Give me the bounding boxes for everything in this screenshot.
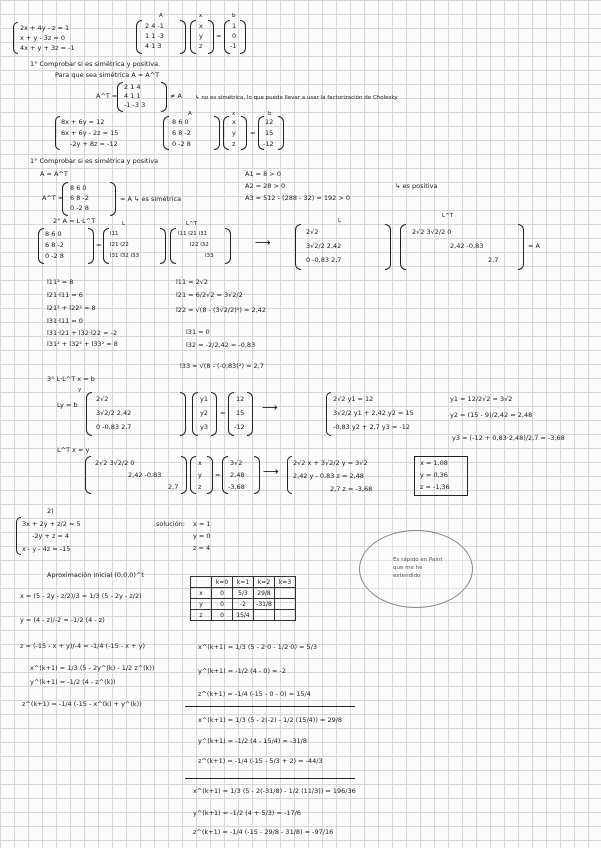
minor: A2 = 28 > 0 — [245, 182, 286, 190]
table-cell: 15/4 — [233, 610, 254, 621]
matrix-label: b — [268, 111, 272, 117]
paren — [181, 456, 187, 494]
matrix-row: l33 — [205, 253, 214, 259]
equation: l22 = √(8 - (3√2/2)²) = 2,42 — [176, 306, 266, 314]
not-equal: ≠ A — [170, 92, 182, 100]
paren — [85, 456, 91, 494]
matrix-label: x — [199, 13, 203, 19]
vector-entry: 3√2 — [230, 459, 243, 467]
iteration-step: y^(k+1) = -1/2 (4 - 15/4) = -31/8 — [198, 737, 307, 745]
equation: 8x + 6y = 12 — [61, 118, 105, 126]
paren — [207, 456, 213, 494]
equation: l21² + l22² = 8 — [47, 304, 96, 312]
equation: l31² + l32² + l33² = 8 — [47, 340, 118, 348]
bubble-text: Es rápido en Paint que me he extendido — [393, 557, 443, 579]
equation: l11² = 8 — [47, 278, 74, 286]
table-cell: k=3 — [275, 577, 296, 588]
paren — [38, 228, 44, 264]
matrix-row: l31 l32 l33 — [110, 253, 140, 259]
equation: 2x + 4y - z = 1 — [20, 24, 70, 32]
table-cell: x — [191, 588, 212, 599]
table-cell: 29/8 — [254, 588, 275, 599]
paren — [241, 116, 247, 150]
condition: Para que sea simétrica A = A^T — [55, 71, 160, 79]
matrix-row: 1 1 -3 — [145, 32, 164, 40]
matrix-row: l11 l21 l31 — [178, 231, 208, 237]
table-cell: y — [191, 599, 212, 610]
iteration-table — [190, 576, 296, 621]
table-cell: 5/3 — [233, 588, 254, 599]
equation: 2√2 y1 = 12 — [333, 395, 374, 403]
vector-entry: x — [232, 118, 236, 126]
vector-entry: y — [198, 471, 202, 479]
formula: z = (-15 - x + y)/-4 = -1/4 (-15 - x + y) — [20, 642, 145, 650]
iteration-step: z^(k+1) = -1/4 (-15 - 29/8 - 31/8) = -97/16 — [193, 828, 334, 836]
brace — [55, 116, 60, 150]
iteration-step: z^(k+1) = -1/4 (-15 - 0 - 0) = 15/4 — [198, 690, 311, 698]
equals: = — [250, 129, 256, 137]
table-cell: 0 — [212, 588, 233, 599]
matrix-label: b — [232, 13, 236, 19]
matrix-label: A^T = — [96, 92, 118, 100]
matrix-label: A — [188, 111, 192, 117]
symmetric-note: = A ↳ es simétrica — [120, 195, 182, 203]
final-value: x = 1,08 — [420, 459, 448, 467]
iteration-step: x^(k+1) = 1/3 (5 - 2(-31/8) - 1/2 (11/3)) = 196/36 — [193, 787, 356, 795]
matrix-row: 8 6 0 — [45, 230, 62, 238]
equation: -2y + z = 4 — [32, 532, 70, 540]
equation: x - y - 4z = -15 — [22, 545, 71, 553]
table-cell: -31/8 — [254, 599, 275, 610]
matrix-label: L — [122, 221, 126, 227]
table-cell: k=2 — [254, 577, 275, 588]
paren — [211, 392, 217, 436]
paren — [110, 182, 116, 216]
paren — [117, 82, 123, 112]
matrix-row: 8 6 0 — [172, 118, 189, 126]
matrix-label: A — [159, 13, 163, 19]
paren — [400, 224, 406, 270]
equation: x + y - 3z = 0 — [20, 34, 66, 42]
matrix-row: 2√2 3√2/2 0 — [412, 228, 452, 236]
matrix-row: -1 -3 3 — [124, 101, 146, 109]
vector-entry: -12 — [234, 423, 245, 431]
paren — [254, 456, 260, 494]
paren — [180, 20, 186, 54]
paren — [161, 82, 167, 112]
table-cell — [191, 577, 212, 588]
step-title: 1° Comprobar si es simétrica y positiva. — [30, 60, 161, 68]
formula: y = (4 - z)/-2 = -1/2 (4 - z) — [20, 616, 105, 624]
equation: -2y + 8z = -12 — [70, 140, 118, 148]
divider — [185, 706, 355, 707]
matrix-row: 2 4 -1 — [145, 22, 164, 30]
paren — [518, 224, 524, 270]
matrix-row: 0 -2 8 — [70, 204, 89, 212]
matrix-row: 3√2/2 2,42 — [96, 409, 132, 417]
problem-number: 2) — [47, 507, 54, 515]
vector-entry: -3,68 — [228, 483, 245, 491]
equation: l21 = 6/2√2 = 3√2/2 — [176, 291, 243, 299]
table-row — [191, 610, 296, 621]
matrix-row: 2√2 3√2/2 0 — [95, 459, 135, 467]
vector-entry: y3 — [200, 423, 208, 431]
solution: x = 1 — [193, 520, 211, 528]
solution: y3 = (-12 + 0,83·2,48)/2,7 = -3,68 — [452, 434, 565, 442]
table-cell: k=0 — [212, 577, 233, 588]
under-label: y — [78, 387, 82, 393]
iteration-step: y^(k+1) = -1/2 (4 - 0) = -2 — [198, 667, 287, 675]
paren — [192, 392, 198, 436]
paren — [247, 392, 253, 436]
vector-entry: 0 — [232, 32, 237, 40]
equation: 6x + 6y - 2z = 15 — [61, 129, 119, 137]
table-cell — [254, 610, 275, 621]
matrix-row: 8 6 0 — [70, 184, 87, 192]
matrix-row: 4 1 3 — [145, 42, 162, 50]
matrix-row: l22 l32 — [190, 242, 209, 248]
equation: 3x + 2y + z/2 = 5 — [22, 520, 81, 528]
equation: -0,83 y2 + 2,7 y3 = -12 — [333, 423, 411, 431]
vector-entry: 2,48 — [230, 471, 245, 479]
iteration-step: z^(k+1) = -1/4 (-15 - 5/3 + 2) = -44/3 — [198, 757, 323, 765]
table-row — [191, 588, 296, 599]
equals: = — [215, 471, 221, 479]
matrix-row: 0 -0,83 2,7 — [306, 256, 342, 264]
equals-a: = A — [528, 242, 540, 250]
table-cell — [275, 588, 296, 599]
brace — [287, 456, 292, 494]
matrix-row: 2 1 4 — [124, 83, 141, 91]
equation: l31 = 0 — [186, 328, 210, 336]
paren — [295, 224, 301, 270]
step-title: 2° A = L·L^T — [53, 217, 96, 225]
equation: 3√2/2 y1 + 2,42 y2 = 15 — [333, 409, 414, 417]
paren — [278, 116, 284, 150]
equation: l31·l11 = 0 — [47, 317, 83, 325]
paren — [86, 392, 92, 436]
minor: A3 = 512 - (288 - 32) = 192 > 0 — [245, 194, 350, 202]
vector-entry: 15 — [236, 409, 245, 417]
paren — [180, 392, 186, 436]
table-cell: -2 — [233, 599, 254, 610]
iteration-formula: x^(k+1) = 1/3 (5 - 2y^(k) - 1/2 z^(k)) — [30, 664, 155, 672]
equation: l21·l11 = 6 — [47, 291, 83, 299]
solution: y1 = 12/2√2 = 3√2 — [450, 395, 513, 403]
formula: x = (5 - 2y - z/2)/3 = 1/3 (5 - 2y - z/2) — [20, 592, 142, 600]
matrix-row: 2√2 — [306, 228, 319, 236]
paren — [240, 20, 246, 54]
vector-entry: -12 — [263, 140, 274, 148]
brace — [326, 392, 331, 436]
table-cell — [275, 599, 296, 610]
solution: y2 = (15 - 9)/2,42 = 2,48 — [450, 411, 533, 419]
ltx-eq: L^T x = y — [57, 446, 90, 454]
matrix-label: L^T — [442, 213, 454, 219]
step-title: 3° L·L^T x = b — [47, 375, 95, 383]
iteration-step: y^(k+1) = -1/2 (4 + 5/3) = -17/6 — [193, 809, 301, 817]
vector-entry: -1 — [230, 42, 237, 50]
vector-entry: y — [232, 129, 236, 137]
solution: z = 4 — [193, 544, 211, 552]
paren — [214, 116, 220, 150]
equals: = — [96, 241, 102, 249]
equation: l32 = -2/2,42 = -0,83 — [186, 341, 256, 349]
vector-entry: y2 — [200, 409, 208, 417]
equals: = — [216, 32, 222, 40]
brace — [16, 517, 21, 555]
vector-entry: 15 — [265, 129, 274, 137]
equation: 4x + y + 3z = -1 — [20, 44, 75, 52]
vector-entry: 12 — [236, 395, 245, 403]
table-cell — [275, 610, 296, 621]
equation: 2,42 y - 0,83 z = 2,48 — [293, 472, 364, 480]
matrix-row: l11 — [110, 231, 119, 237]
initial-approx: Aproximación inicial (0,0,0)^t — [47, 571, 144, 579]
matrix-row: 2,42 -0,83 — [128, 471, 162, 479]
matrix-row: 2,7 — [488, 256, 499, 264]
arrow-icon: ⟶ — [263, 465, 279, 478]
iteration-formula: y^(k+1) = -1/2 (4 - z^(k)) — [30, 678, 116, 686]
table-row — [191, 599, 296, 610]
vector-entry: x — [199, 22, 203, 30]
iteration-step: x^(k+1) = 1/3 (5 - 2(-2) - 1/2 (15/4)) = 29/8 — [198, 716, 343, 724]
matrix-row: l21 l22 — [110, 242, 129, 248]
vector-entry: z — [199, 42, 203, 50]
paren — [62, 182, 68, 216]
paren — [160, 228, 166, 264]
paren — [163, 116, 169, 150]
vector-entry: 1 — [232, 22, 237, 30]
table-cell: 0 — [212, 599, 233, 610]
matrix-label: x — [232, 111, 236, 117]
matrix-row: 4 1 1 — [124, 92, 141, 100]
matrix-row: 0 -2 8 — [45, 252, 64, 260]
iteration-formula: z^(k+1) = -1/4 (-15 - x^(k) + y^(k)) — [22, 700, 142, 708]
note: ↳ no es simétrica, lo que puede llevar a usar la factorización de Cholesky — [195, 95, 398, 101]
iteration-step: x^(k+1) = 1/3 (5 - 2·0 - 1/2·0) = 5/3 — [198, 643, 318, 651]
matrix-row: 6 8 -2 — [70, 194, 89, 202]
equation: l11 = 2√2 — [176, 278, 209, 286]
matrix-row: 6 8 -2 — [45, 241, 64, 249]
equation: 2√2 x + 3√2/2 y = 3√2 — [293, 459, 368, 467]
matrix-label: L^T — [186, 221, 198, 227]
equation: l31·l21 + l32·l22 = -2 — [47, 329, 118, 337]
matrix-row: 2,7 — [168, 483, 179, 491]
matrix-row: 6 8 -2 — [172, 129, 191, 137]
vector-entry: 12 — [265, 118, 274, 126]
solution-label: solución: — [156, 520, 185, 528]
vector-entry: z — [198, 483, 202, 491]
equals: = — [220, 409, 226, 417]
vector-entry: x — [198, 459, 202, 467]
ly-eq: Ly = b — [57, 401, 78, 409]
minor: A1 = 8 > 0 — [245, 170, 282, 178]
final-value: y = 0,36 — [420, 471, 448, 479]
vector-entry: y — [199, 32, 203, 40]
table-cell: k=1 — [233, 577, 254, 588]
vector-entry: y1 — [200, 395, 208, 403]
divider — [185, 778, 355, 779]
final-value: z = -1,36 — [420, 483, 450, 491]
paren — [385, 224, 391, 270]
paren — [223, 116, 229, 150]
brace — [13, 22, 18, 54]
equation: l33 = √(8 - (-0,83)²) = 2,7 — [180, 362, 264, 370]
matrix-row: 0 -2 8 — [172, 140, 191, 148]
paren — [208, 20, 214, 54]
paren — [170, 228, 176, 264]
paren — [88, 228, 94, 264]
paren — [136, 20, 142, 54]
matrix-label: L — [338, 218, 342, 224]
vector-entry: z — [232, 140, 236, 148]
paren — [190, 456, 196, 494]
condition: A = A^T — [40, 170, 68, 178]
matrix-row: 2,42 -0,83 — [450, 242, 484, 250]
paren — [190, 20, 196, 54]
step-title: 1° Comprobar si es simétrica y positiva — [30, 157, 159, 165]
paren — [103, 228, 109, 264]
matrix-row: 2√2 — [96, 395, 109, 403]
table-header-row — [191, 577, 296, 588]
table-cell: z — [191, 610, 212, 621]
arrow-icon: ⟶ — [255, 236, 271, 249]
positive-note: ↳ es positiva — [395, 182, 438, 190]
equation: 2,7 z = -3,68 — [330, 485, 373, 493]
arrow-icon: ⟶ — [262, 401, 278, 414]
matrix-label: A^T = — [42, 194, 64, 202]
solution: y = 0 — [193, 532, 211, 540]
matrix-row: 3√2/2 2,42 — [306, 242, 342, 250]
table-cell: 0 — [212, 610, 233, 621]
paren — [225, 228, 231, 264]
matrix-row: 0 -0,83 2,7 — [96, 423, 132, 431]
